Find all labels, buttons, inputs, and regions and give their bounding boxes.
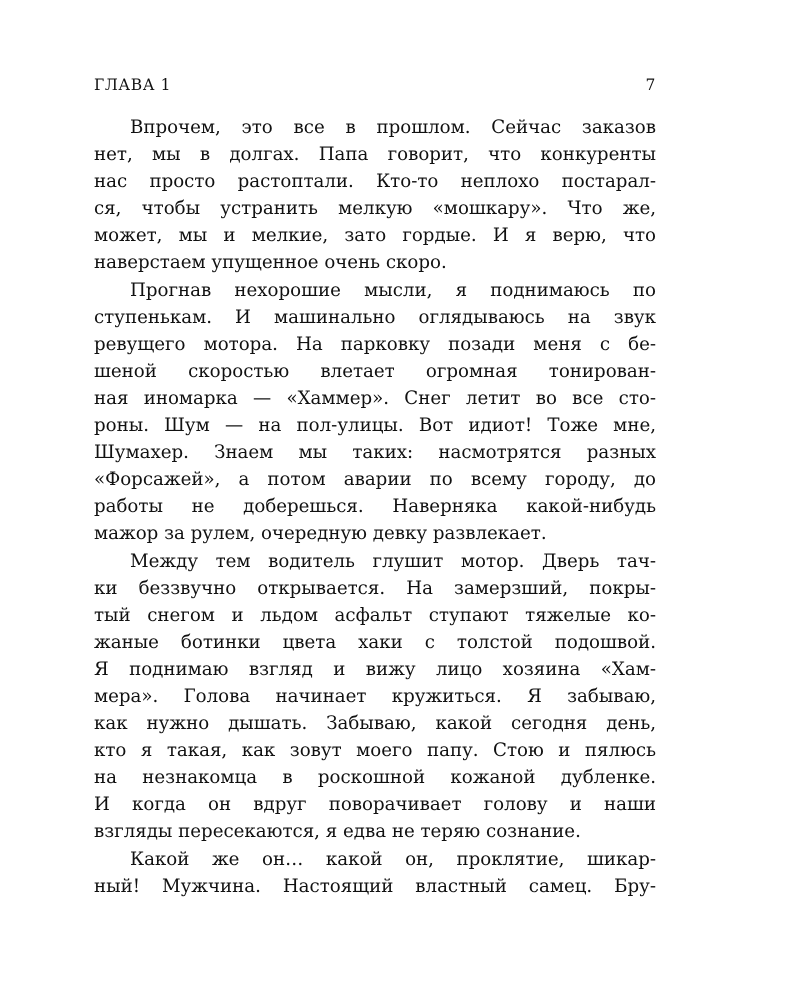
text-line: «Форсажей», а потом аварии по всему городу, до	[94, 469, 656, 491]
text-line: ки беззвучно открывается. На замерзший, покры-	[94, 577, 656, 599]
text-line: мера». Голова начинает кружиться. Я забываю,	[94, 685, 656, 707]
text-line: Впрочем, это все в прошлом. Сейчас заказов	[130, 117, 656, 138]
paragraph	[94, 846, 656, 900]
page-number: 7	[645, 76, 656, 94]
text-line: И когда он вдруг поворачивает голову и наши	[94, 794, 656, 816]
text-line: наверстаем упущенное очень скоро.	[94, 252, 447, 274]
text-line: Прогнав нехорошие мысли, я поднимаюсь по	[130, 279, 656, 301]
text-line: нас просто растоптали. Кто-то неплохо постарал-	[94, 171, 656, 193]
text-line: на незнакомца в роскошной кожаной дубленке.	[94, 767, 656, 789]
paragraph	[94, 277, 656, 548]
text-line: взгляды пересекаются, я едва не теряю сознание.	[94, 821, 581, 843]
text-line: ный! Мужчина. Настоящий властный самец. Бру-	[94, 875, 656, 897]
text-line: ная иномарка — «Хаммер». Снег летит во все сто-	[94, 387, 656, 409]
text-line: работы не доберешься. Наверняка какой-нибудь	[94, 496, 656, 518]
text-line: мажор за рулем, очередную девку развлекает.	[94, 523, 547, 545]
text-line: нет, мы в долгах. Папа говорит, что конкуренты	[94, 144, 656, 166]
text-line: Между тем водитель глушит мотор. Дверь тач-	[130, 550, 656, 572]
text-line: ревущего мотора. На парковку позади меня с бе-	[94, 333, 656, 355]
text-line: кто я такая, как зовут моего папу. Стою и пялюсь	[94, 740, 656, 762]
text-line: Я поднимаю взгляд и вижу лицо хозяина «Хам-	[94, 658, 656, 680]
paragraph	[94, 114, 656, 277]
text-line: может, мы и мелкие, зато гордые. И я верю, что	[94, 225, 656, 247]
running-head	[94, 76, 656, 100]
text-line: шеной скоростью влетает огромная тонирован-	[94, 360, 656, 382]
chapter-label: ГЛАВА 1	[94, 76, 172, 94]
text-line: Какой же он… какой он, проклятие, шикар-	[130, 848, 656, 870]
body-text	[94, 114, 656, 900]
text-line: ступенькам. И машинально оглядываюсь на звук	[94, 306, 656, 328]
text-line: ся, чтобы устранить мелкую «мошкару». Что же,	[94, 198, 656, 220]
text-line: Шумахер. Знаем мы таких: насмотрятся разных	[94, 442, 656, 464]
text-line: роны. Шум — на пол-улицы. Вот идиот! Тоже мне,	[94, 415, 656, 437]
paragraph	[94, 548, 656, 846]
text-line: как нужно дышать. Забываю, какой сегодня день,	[94, 713, 656, 735]
text-line: тый снегом и льдом асфальт ступают тяжелые ко-	[94, 604, 656, 626]
text-line: жаные ботинки цвета хаки с толстой подошвой.	[94, 631, 656, 653]
